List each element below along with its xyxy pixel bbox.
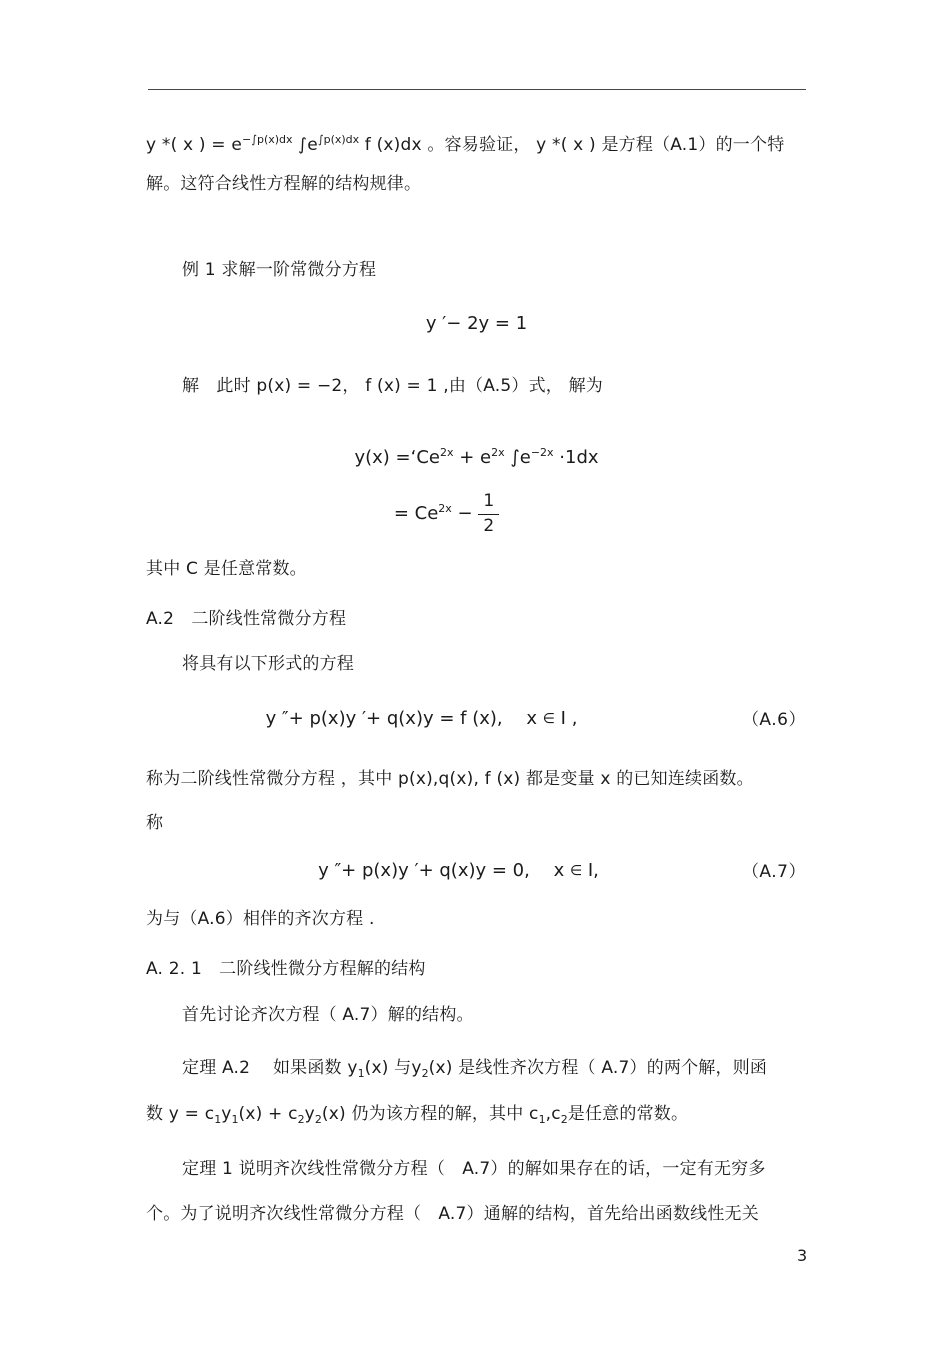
equation: y ′− 2y = 1 — [425, 313, 528, 334]
equation: $y(x) =‘Ce^{2x} + e^{2x}$ $\int e^{-2x} \cdot 1dx$ — [354, 446, 599, 468]
section-heading: A.2 二阶线性常微分方程 — [146, 609, 347, 629]
remark-line: 定理 1 说明齐次线性常微分方程（ A.7）的解如果存在的话，一定有无穷多 — [182, 1159, 766, 1179]
equation-row — [145, 311, 808, 337]
paragraph-line: 称 — [146, 813, 164, 833]
equation: y ″+ p(x)y ′+ q(x)y = 0, x ∈ I, — [318, 860, 599, 881]
equation: = $Ce^{2x}$ − $\frac{1}{2}$ — [394, 492, 499, 536]
equation-row — [145, 492, 808, 536]
equation-tag: （A.6） — [741, 710, 806, 730]
math-paragraph-line: y *( x ) = $e^{-\int p(x)dx}$ $\int e^{\int p(x)dx}$ f (x)dx 。容易验证， y *( x ) 是方程（A.1）的一个特 — [146, 133, 785, 155]
equation: y ″+ p(x)y ′+ q(x)y = f (x), x ∈ I , — [265, 708, 578, 729]
equation-row — [145, 706, 808, 732]
equation-row — [145, 858, 808, 884]
paragraph-line: 称为二阶线性常微分方程 ，其中 p(x),q(x), f (x) 都是变量 x 的已知连续函数。 — [146, 769, 754, 789]
paragraph-line: 为与（A.6）相伴的齐次方程 . — [146, 909, 375, 929]
paragraph-line: 解。这符合线性方程解的结构规律。 — [146, 174, 422, 194]
page-number: 3 — [797, 1246, 808, 1265]
remark-line: 个。为了说明齐次线性常微分方程（ A.7）通解的结构，首先给出函数线性无关 — [146, 1204, 759, 1224]
subsection-heading: A. 2. 1 二阶线性微分方程解的结构 — [146, 959, 426, 979]
header-rule — [148, 89, 806, 90]
theorem-line: 数 $y = c_1y_1(x) + c_2y_2(x)$ 仍为该方程的解，其中 $c_1,c_2$是任意的常数。 — [146, 1104, 689, 1126]
paragraph-line: 首先讨论齐次方程（ A.7）解的结构。 — [182, 1005, 474, 1025]
example-heading: 例 1 求解一阶常微分方程 — [182, 260, 377, 280]
paragraph-line: 将具有以下形式的方程 — [182, 654, 354, 674]
solution-line: 解 此时 p(x) = −2， f (x) = 1 ,由（A.5）式， 解为 — [182, 376, 603, 396]
equation-tag: （A.7） — [741, 862, 806, 882]
equation-row — [145, 440, 808, 471]
paragraph-line: 其中 C 是任意常数。 — [146, 559, 307, 579]
theorem-line: 定理 A.2 如果函数 $y_1(x)$ 与$y_2(x)$ 是线性齐次方程（ A.7）的两个解，则函 — [182, 1058, 768, 1080]
